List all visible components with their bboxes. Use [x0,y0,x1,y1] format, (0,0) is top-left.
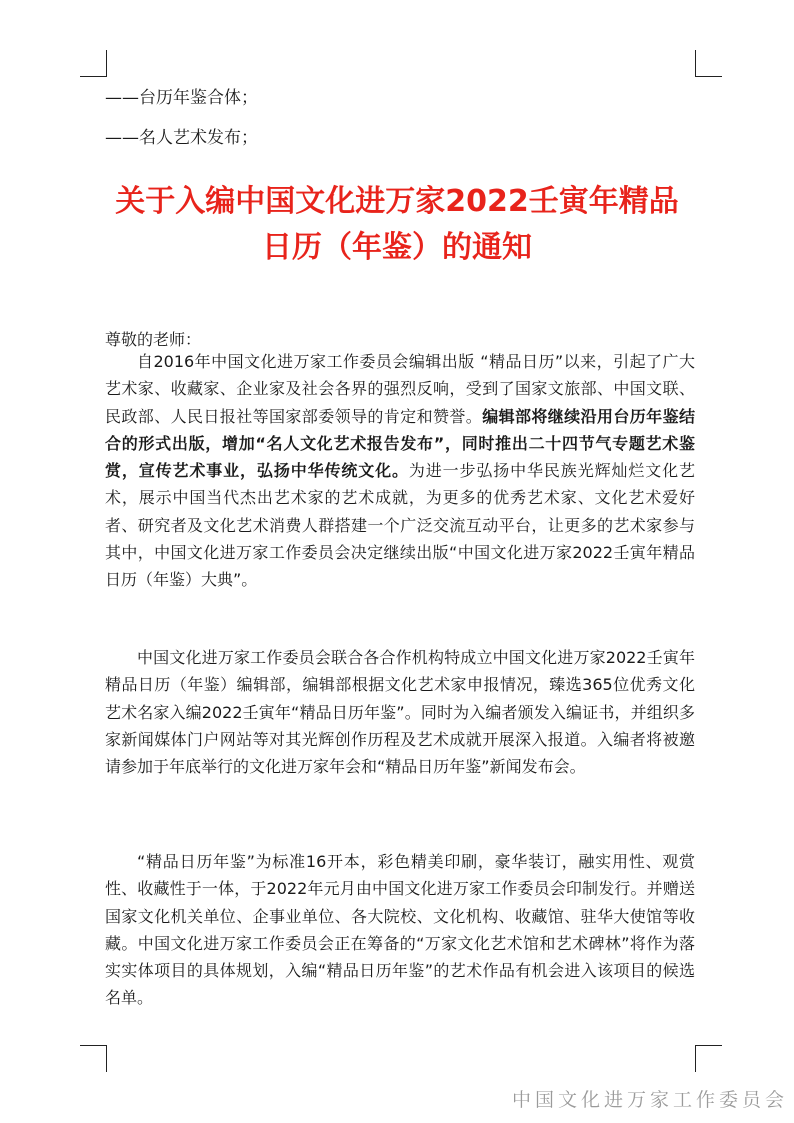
crop-mark-top-left [80,50,107,77]
paragraph-3-text: “精品日历年鉴”为标准16开本，彩色精美印刷，豪华装订，融实用性、观赏性、收藏性于一体，于2022年元月由中国文化进万家工作委员会印制发行。并赠送国家文化机关单位、企事业单位、各大院校、文化机构、收藏馆、驻华大使馆等收藏。中国文化进万家工作委员会正在筹备的“万家文化艺术馆和艺术碑林”将作为落实实体项目的具体规划，入编“精品日历年鉴”的艺术作品有机会进入该项目的候选名单。 [105,852,695,1008]
notice-title-line-1: 关于入编中国文化进万家2022壬寅年精品 [115,184,679,219]
paragraph-2-text: 中国文化进万家工作委员会联合各合作机构特成立中国文化进万家2022壬寅年精品日历（年鉴）编辑部，编辑部根据文化艺术家申报情况，臻选365位优秀文化艺术名家入编2022壬寅年“精品日历年鉴”。同时为入编者颁发入编证书，并组织多家新闻媒体门户网站等对其光辉创作历程及艺术成就开展深入报道。入编者将被邀请参加于年底举行的文化进万家年会和“精品日历年鉴”新闻发布会。 [105,648,695,777]
crop-mark-bottom-right [695,1045,722,1072]
header-line-1: ——台历年鉴合体； [105,88,258,108]
paragraph-2 [105,644,695,780]
notice-title-line-2: 日历（年鉴）的通知 [262,230,532,265]
header-line-2: ——名人艺术发布； [105,128,258,148]
crop-mark-bottom-left [80,1045,107,1072]
paragraph-1 [105,348,695,594]
paragraph-3 [105,848,695,1012]
paragraph-1-text-a: 自2016年中国文化进万家工作委员会编辑出版 “精品日历”以来，引起了广大艺术家、收藏家、企业家及社会各界的强烈反响，受到了国家文旅部、中国文联、民政部、人民日报社等国家部委领导的肯定和赞誉。 [105,352,695,426]
paragraph-1-text-b: 为进一步弘扬中华民族光辉灿烂文化艺术，展示中国当代杰出艺术家的艺术成就，为更多的优秀艺术家、文化艺术爱好者、研究者及文化艺术消费人群搭建一个广泛交流互动平台，让更多的艺术家参与其中，中国文化进万家工作委员会决定继续出版“中国文化进万家2022壬寅年精品日历（年鉴）大典”。 [105,461,695,590]
footer-organization-name: 中国文化进万家工作委员会 [511,1089,788,1111]
paragraph-1-bold-text: 编辑部将继续沿用台历年鉴结合的形式出版，增加“名人文化艺术报告发布”，同时推出二十四节气专题艺术鉴赏，宣传艺术事业，弘扬中华传统文化。 [105,406,695,481]
crop-mark-top-right [695,50,722,77]
greeting: 尊敬的老师： [105,330,202,349]
